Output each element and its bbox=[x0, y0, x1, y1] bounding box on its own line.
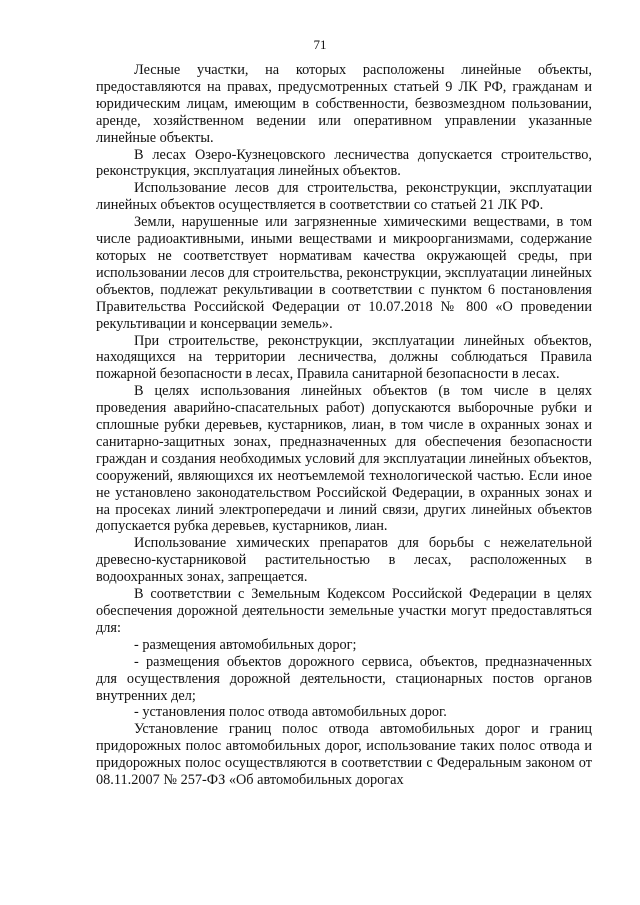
paragraph-logging-allowed: В целях использования линейных объектов (в том числе в целях проведения аварийно-спасательных работ) допускаются выборочные рубки и сплошные рубки деревьев, кустарников, лиан, в том числе в охранных зонах и санитарно-защитных зонах, предназначенных для обеспечения безопасности граждан и создания необходимых условий для эксплуатации линейных объектов, сооружений, являющихся их неотъемлемой технологической частью. Если иное не установлено законодательством Российской Федерации, в охранных зонах и на просеках линий электропередачи и линий связи, других линейных объектов допускается рубка деревьев, кустарников, лиан. bbox=[96, 383, 592, 535]
paragraph-land-code: В соответствии с Земельным Кодексом Российской Федерации в целях обеспечения дорожной деятельности земельные участки могут предоставляться для: bbox=[96, 586, 592, 636]
paragraph-recultivation: Земли, нарушенные или загрязненные химическими веществами, в том числе радиоактивными, иными веществами и микроорганизмами, содержание которых не соответствует нормативам качества окружающей среды, при использовании лесов для строительства, реконструкции, эксплуатации линейных объектов, подлежат рекультивации в соответствии с пунктом 6 постановления Правительства Российской Федерации от 10.07.2018 № 800 «О проведении рекультивации и консервации земель». bbox=[96, 214, 592, 332]
list-item-road-service: - размещения объектов дорожного сервиса, объектов, предназначенных для осуществления дорожной деятельности, стационарных постов органов внутренних дел; bbox=[96, 653, 592, 704]
paragraph-article-21: Использование лесов для строительства, реконструкции, эксплуатации линейных объектов осуществляется в соответствии со статьей 21 ЛК РФ. bbox=[96, 180, 592, 214]
paragraph-fire-safety-rules: При строительстве, реконструкции, эксплуатации линейных объектов, находящихся на территории лесничества, должны соблюдаться Правила пожарной безопасности в лесах, Правила санитарной безопасности в лесах. bbox=[96, 332, 592, 383]
paragraph-forest-plots-linear-objects: Лесные участки, на которых расположены линейные объекты, предоставляются на правах, предусмотренных статьей 9 ЛК РФ, гражданам и юридическим лицам, имеющим в собственности, безвозмездном пользовании, аренде, хозяйственном ведении или оперативном управлении указанные линейные объекты. bbox=[96, 62, 592, 146]
paragraph-right-of-way-boundaries: Установление границ полос отвода автомобильных дорог и границ придорожных полос автомобильных дорог, использование таких полос отвода и придорожных полос осуществляются в соответствии с Федеральным законом от 08.11.2007 № 257-ФЗ «Об автомобильных дорогах bbox=[96, 721, 592, 789]
paragraph-construction-allowed: В лесах Озеро-Кузнецовского лесничества допускается строительство, реконструкция, эксплуатация линейных объектов. bbox=[96, 146, 592, 180]
document-body bbox=[96, 62, 592, 789]
list-item-right-of-way: - установления полос отвода автомобильных дорог. bbox=[134, 704, 447, 721]
list-item-roads: - размещения автомобильных дорог; bbox=[134, 636, 357, 653]
paragraph-chemicals-prohibited: Использование химических препаратов для борьбы с нежелательной древесно-кустарниковой растительностью в лесах, расположенных в водоохранных зонах, запрещается. bbox=[96, 535, 592, 586]
page-number: 71 bbox=[313, 37, 327, 52]
